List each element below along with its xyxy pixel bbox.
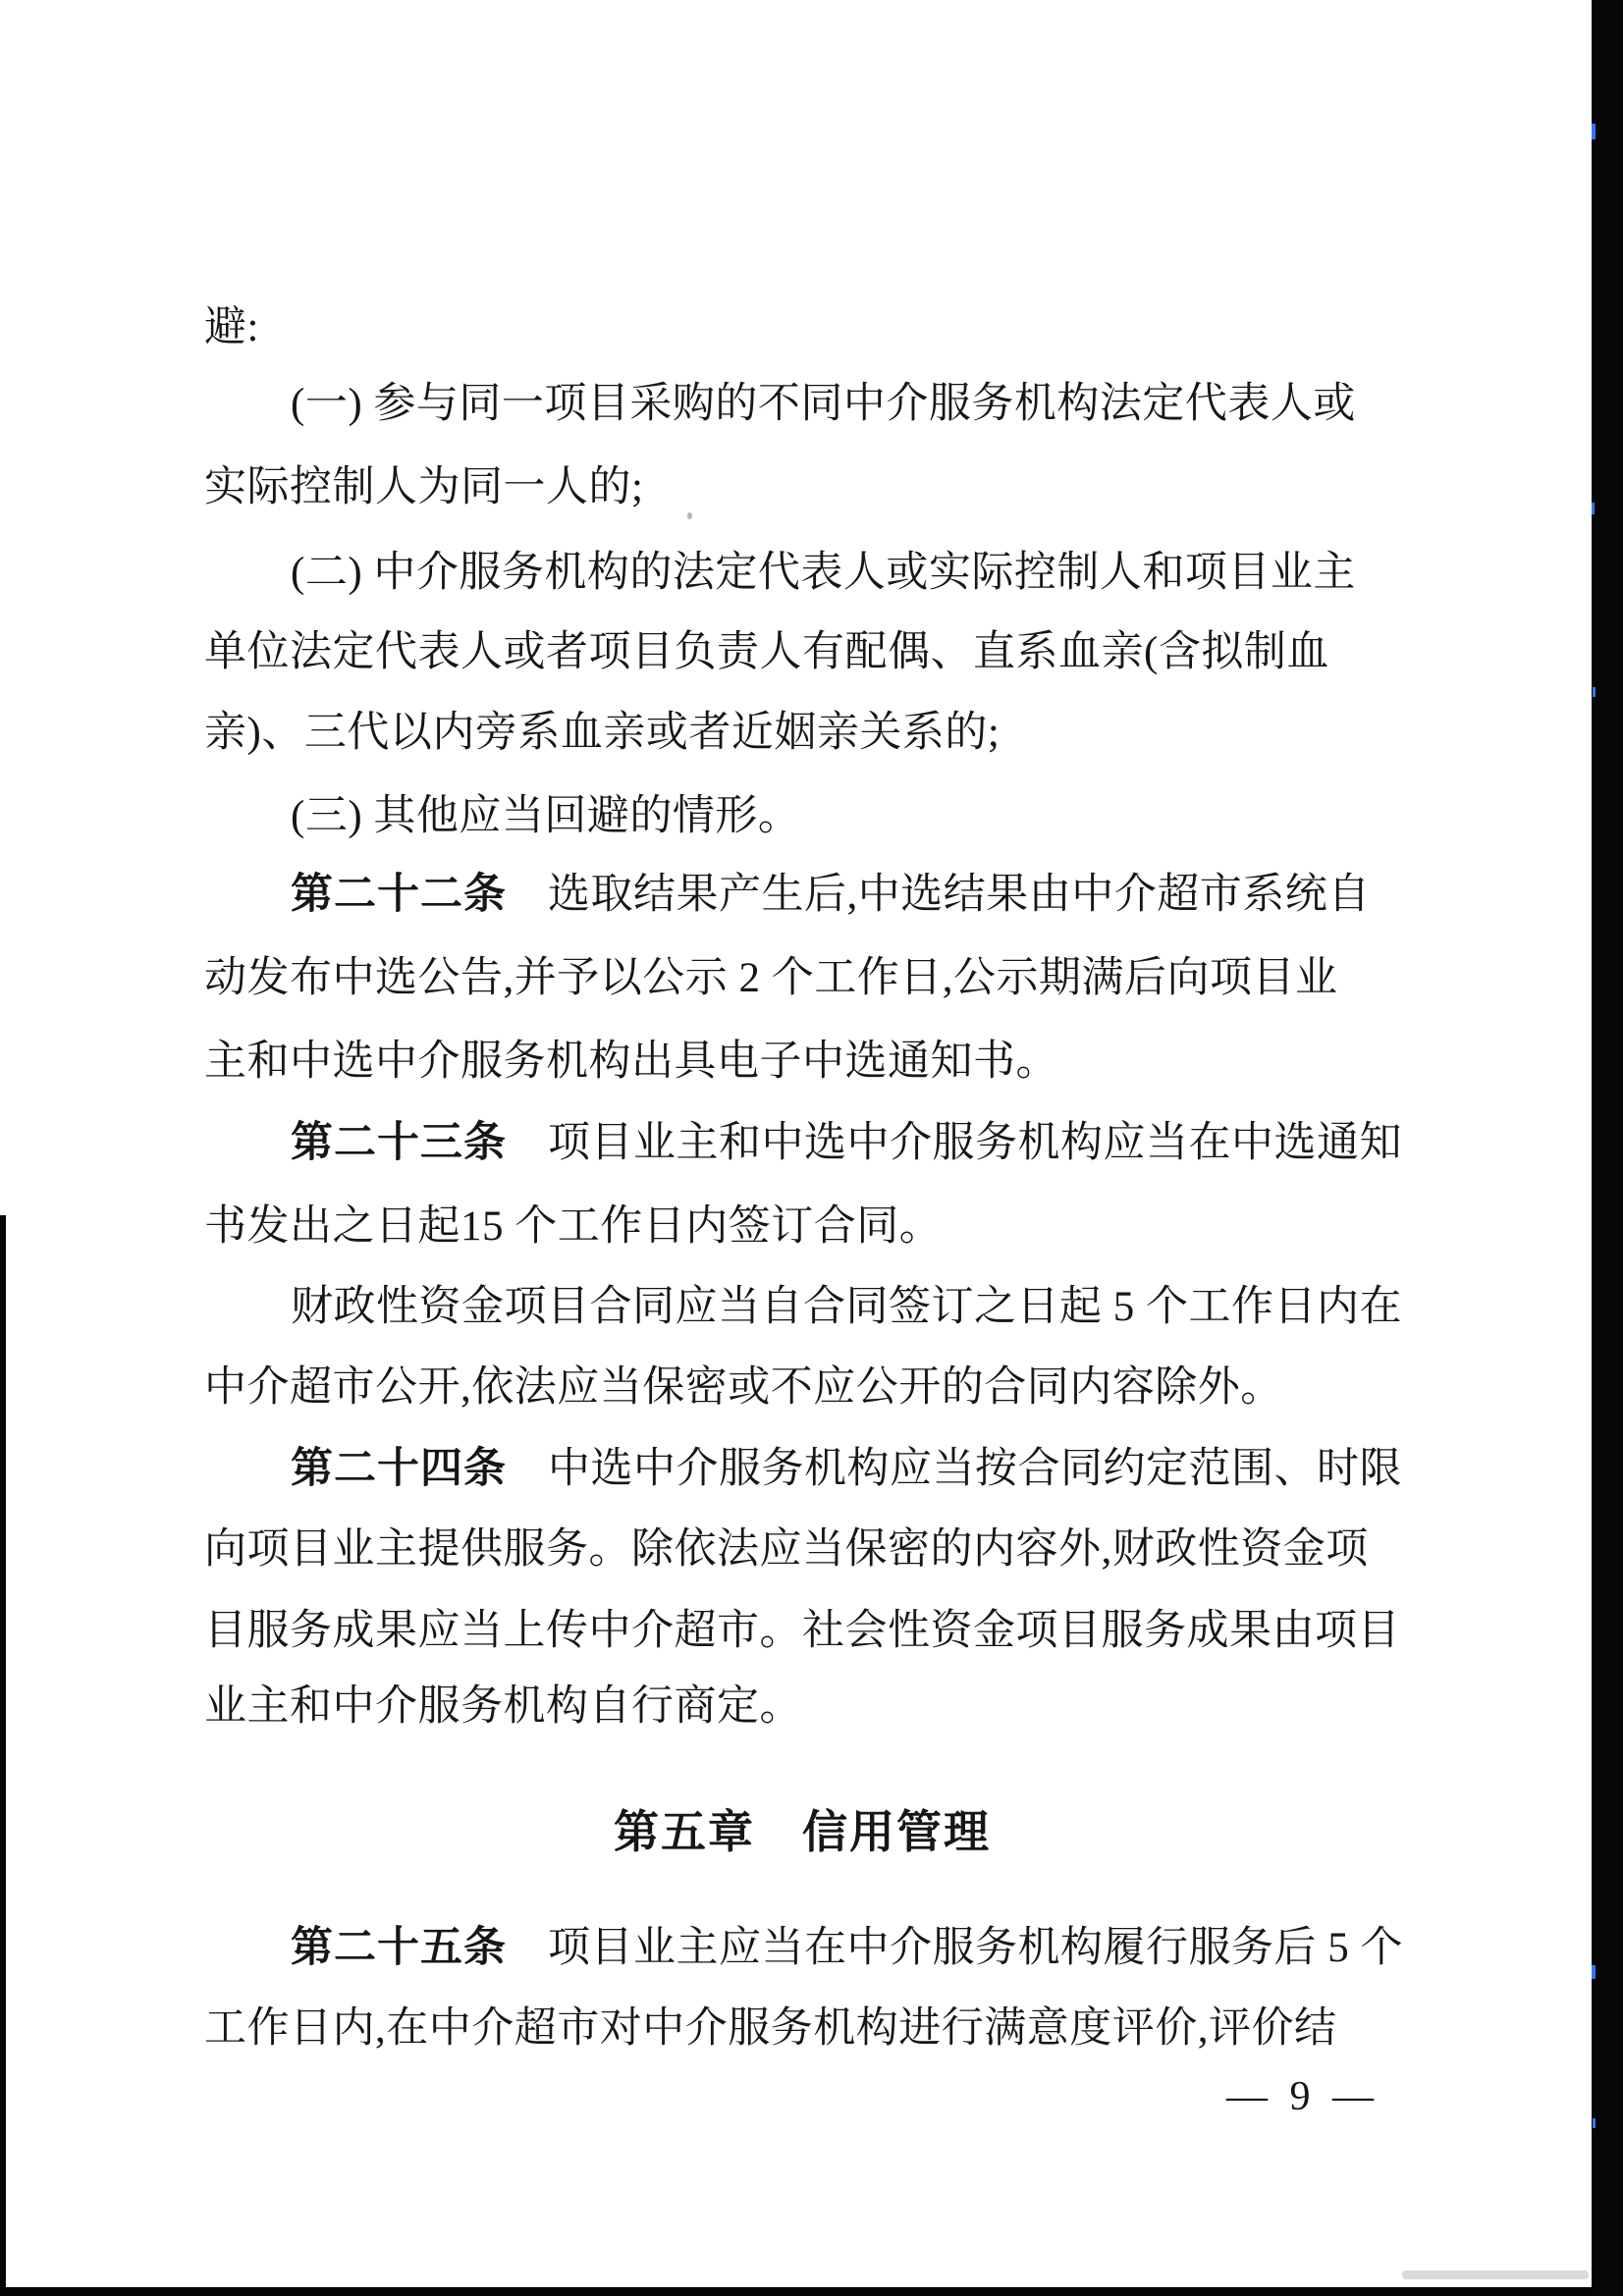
article-line [204, 871, 1498, 919]
article-number: 第二十四条 [291, 1446, 507, 1492]
text-line: (一) 参与同一项目采购的不同中介服务机构法定代表人或 [291, 381, 1356, 427]
text-line: 主和中选中介服务机构出具电子中选通知书。 [204, 1039, 1058, 1085]
article-number: 第二十三条 [291, 1120, 507, 1166]
scan-smudge [1402, 2270, 1589, 2279]
scan-edge-left [0, 1215, 6, 2296]
article-line [204, 1119, 1498, 1167]
article-text: 选取结果产生后,中选结果由中介超市系统自 [548, 872, 1371, 918]
text-line: 避: [204, 304, 259, 350]
scan-speck [1593, 2118, 1596, 2128]
text-line: 书发出之日起15 个工作日内签订合同。 [204, 1203, 943, 1250]
article-line [204, 1445, 1498, 1493]
text-line: 实际控制人为同一人的; [204, 464, 644, 510]
text-line: 工作日内,在中介超市对中介服务机构进行满意度评价,评价结 [204, 2005, 1337, 2052]
text-line: (二) 中介服务机构的法定代表人或实际控制人和项目业主 [291, 550, 1356, 596]
page-number: — 9 — [1226, 2074, 1380, 2119]
text-line: 财政性资金项目合同应当自合同签订之日起 5 个工作日内在 [291, 1284, 1402, 1330]
article-text: 项目业主和中选中介服务机构应当在中选通知 [548, 1120, 1402, 1166]
text-line: 向项目业主提供服务。除依法应当保密的内容外,财政性资金项 [204, 1526, 1369, 1573]
scan-edge-right [1592, 0, 1623, 2296]
scan-speck [1592, 124, 1596, 139]
text-line: 单位法定代表人或者项目负责人有配偶、直系血亲(含拟制血 [204, 629, 1329, 675]
article-number: 第二十二条 [291, 872, 507, 918]
article-line [204, 1924, 1498, 1972]
scan-edge-bottom [0, 2287, 1623, 2296]
text-line: 中介超市公开,依法应当保密或不应公开的合同内容除外。 [204, 1364, 1283, 1411]
article-text: 项目业主应当在中介服务机构履行服务后 5 个 [548, 1925, 1403, 1971]
text-line: 亲)、三代以内旁系血亲或者近姻亲关系的; [204, 710, 1001, 756]
text-line: 目服务成果应当上传中介超市。社会性资金项目服务成果由项目 [204, 1608, 1400, 1654]
article-text: 中选中介服务机构应当按合同约定范围、时限 [548, 1446, 1402, 1492]
scan-speck [1592, 1965, 1596, 1979]
article-number: 第二十五条 [291, 1925, 507, 1971]
scan-speck [1593, 687, 1596, 697]
text-line: (三) 其他应当回避的情形。 [291, 793, 801, 839]
scan-speck [1592, 503, 1595, 514]
scan-dot-artifact [687, 512, 692, 519]
text-line: 业主和中介服务机构自行商定。 [204, 1683, 802, 1730]
chapter-heading: 第五章 信用管理 [614, 1807, 991, 1857]
text-line: 动发布中选公告,并予以公示 2 个工作日,公示期满后向项目业 [204, 955, 1338, 1001]
